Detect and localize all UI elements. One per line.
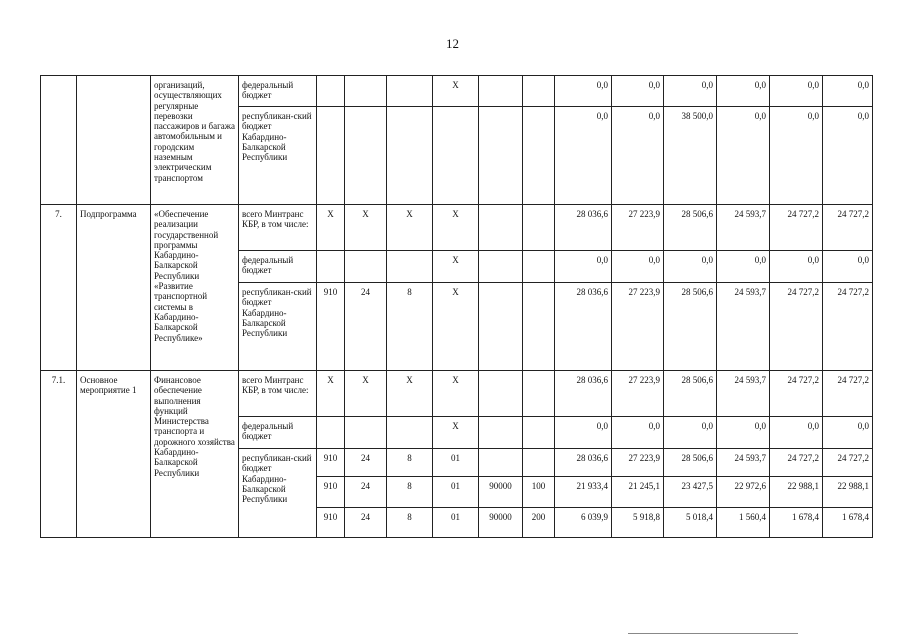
vr-cell — [523, 449, 555, 477]
value-cell: 24 593,7 — [717, 449, 770, 477]
value-cell: 21 933,4 — [555, 477, 612, 508]
csr-cell: Х — [433, 283, 479, 371]
value-cell: 0,0 — [823, 76, 873, 107]
vr-cell — [523, 205, 555, 251]
grbs-cell: 910 — [317, 508, 345, 538]
value-cell: 28 506,6 — [664, 283, 717, 371]
csr-cell: Х — [433, 76, 479, 107]
grbs-cell: Х — [317, 371, 345, 417]
row-number-cell: 7. — [41, 205, 77, 371]
value-cell: 0,0 — [555, 107, 612, 205]
grbs-cell: 910 — [317, 449, 345, 477]
value-cell: 24 727,2 — [770, 283, 823, 371]
rz-cell — [345, 76, 387, 107]
csr-cell: 01 — [433, 449, 479, 477]
page-number: 12 — [446, 36, 459, 51]
pr-cell: 8 — [387, 283, 433, 371]
csr-cell: Х — [433, 371, 479, 417]
code-cell — [479, 205, 523, 251]
value-cell: 0,0 — [612, 107, 664, 205]
vr-cell: 200 — [523, 508, 555, 538]
funding-source-cell: республикан-ский бюджет Кабардино-Балкарской Республики — [239, 449, 317, 538]
program-name-cell: организаций, осуществляющих регулярные перевозки пассажиров и багажа автомобильным и городским наземным электрическим транспортом — [151, 76, 239, 205]
funding-source-cell: всего Минтранс КБР, в том числе: — [239, 371, 317, 417]
value-cell: 0,0 — [717, 251, 770, 283]
code-cell — [479, 417, 523, 449]
vr-cell — [523, 76, 555, 107]
pr-cell: Х — [387, 371, 433, 417]
rz-cell: 24 — [345, 283, 387, 371]
rz-cell: 24 — [345, 477, 387, 508]
value-cell: 1 678,4 — [770, 508, 823, 538]
value-cell: 0,0 — [664, 417, 717, 449]
row-number-cell: 7.1. — [41, 371, 77, 538]
value-cell: 22 972,6 — [717, 477, 770, 508]
value-cell: 0,0 — [555, 417, 612, 449]
budget-table — [40, 75, 873, 538]
csr-cell: Х — [433, 417, 479, 449]
value-cell: 21 245,1 — [612, 477, 664, 508]
value-cell: 0,0 — [823, 251, 873, 283]
value-cell: 27 223,9 — [612, 371, 664, 417]
value-cell: 5 018,4 — [664, 508, 717, 538]
funding-source-cell: всего Минтранс КБР, в том числе: — [239, 205, 317, 251]
value-cell: 27 223,9 — [612, 283, 664, 371]
value-cell: 28 036,6 — [555, 449, 612, 477]
program-name-cell: «Обеспечение реализации государственной программы Кабардино-Балкарской Республики «Развитие транспортной системы в Кабардино-Балкарской Республике» — [151, 205, 239, 371]
status-cell: Подпрограмма — [77, 205, 151, 371]
value-cell: 0,0 — [770, 417, 823, 449]
value-cell: 0,0 — [717, 417, 770, 449]
csr-cell: Х — [433, 251, 479, 283]
table-row — [41, 371, 873, 417]
grbs-cell: 910 — [317, 283, 345, 371]
value-cell: 0,0 — [770, 107, 823, 205]
status-cell: Основное мероприятие 1 — [77, 371, 151, 538]
pr-cell — [387, 76, 433, 107]
funding-source-cell: федеральный бюджет — [239, 251, 317, 283]
pr-cell — [387, 251, 433, 283]
value-cell: 24 593,7 — [717, 205, 770, 251]
value-cell: 0,0 — [612, 417, 664, 449]
value-cell: 24 593,7 — [717, 371, 770, 417]
code-cell — [479, 449, 523, 477]
table-row — [41, 76, 873, 107]
grbs-cell — [317, 251, 345, 283]
rz-cell — [345, 417, 387, 449]
rz-cell: 24 — [345, 449, 387, 477]
csr-cell: 01 — [433, 477, 479, 508]
value-cell: 0,0 — [717, 76, 770, 107]
pr-cell: Х — [387, 205, 433, 251]
value-cell: 23 427,5 — [664, 477, 717, 508]
value-cell: 28 036,6 — [555, 205, 612, 251]
vr-cell — [523, 107, 555, 205]
vr-cell — [523, 283, 555, 371]
value-cell: 28 506,6 — [664, 205, 717, 251]
value-cell: 0,0 — [664, 251, 717, 283]
value-cell: 1 678,4 — [823, 508, 873, 538]
code-cell — [479, 283, 523, 371]
value-cell: 27 223,9 — [612, 449, 664, 477]
value-cell: 0,0 — [717, 107, 770, 205]
value-cell: 0,0 — [555, 76, 612, 107]
rz-cell: Х — [345, 205, 387, 251]
value-cell: 0,0 — [823, 417, 873, 449]
code-cell — [479, 76, 523, 107]
value-cell: 0,0 — [770, 251, 823, 283]
vr-cell — [523, 417, 555, 449]
value-cell: 24 727,2 — [770, 371, 823, 417]
grbs-cell: 910 — [317, 477, 345, 508]
vr-cell — [523, 251, 555, 283]
csr-cell — [433, 107, 479, 205]
grbs-cell — [317, 107, 345, 205]
value-cell: 24 727,2 — [770, 205, 823, 251]
code-cell — [479, 251, 523, 283]
rz-cell — [345, 107, 387, 205]
funding-source-cell: федеральный бюджет — [239, 417, 317, 449]
code-cell — [479, 107, 523, 205]
code-cell — [479, 371, 523, 417]
code-cell: 90000 — [479, 477, 523, 508]
row-number-cell — [41, 76, 77, 205]
csr-cell: Х — [433, 205, 479, 251]
value-cell: 28 506,6 — [664, 449, 717, 477]
program-name-cell: Финансовое обеспечение выполнения функций Министерства транспорта и дорожного хозяйства Кабардино-Балкарской Республики — [151, 371, 239, 538]
table-row — [41, 205, 873, 251]
grbs-cell — [317, 76, 345, 107]
value-cell: 24 727,2 — [770, 449, 823, 477]
pr-cell — [387, 107, 433, 205]
pr-cell: 8 — [387, 477, 433, 508]
value-cell: 22 988,1 — [823, 477, 873, 508]
value-cell: 24 593,7 — [717, 283, 770, 371]
value-cell: 0,0 — [612, 251, 664, 283]
pr-cell — [387, 417, 433, 449]
grbs-cell — [317, 417, 345, 449]
value-cell: 24 727,2 — [823, 371, 873, 417]
value-cell: 28 506,6 — [664, 371, 717, 417]
csr-cell: 01 — [433, 508, 479, 538]
signature-scribble — [628, 633, 798, 635]
value-cell: 6 039,9 — [555, 508, 612, 538]
rz-cell: Х — [345, 371, 387, 417]
rz-cell — [345, 251, 387, 283]
value-cell: 28 036,6 — [555, 283, 612, 371]
value-cell: 22 988,1 — [770, 477, 823, 508]
funding-source-cell: республикан-ский бюджет Кабардино-Балкарской Республики — [239, 283, 317, 371]
value-cell: 28 036,6 — [555, 371, 612, 417]
grbs-cell: Х — [317, 205, 345, 251]
value-cell: 24 727,2 — [823, 283, 873, 371]
pr-cell: 8 — [387, 508, 433, 538]
vr-cell: 100 — [523, 477, 555, 508]
value-cell: 0,0 — [770, 76, 823, 107]
value-cell: 0,0 — [823, 107, 873, 205]
value-cell: 24 727,2 — [823, 205, 873, 251]
value-cell: 0,0 — [555, 251, 612, 283]
vr-cell — [523, 371, 555, 417]
rz-cell: 24 — [345, 508, 387, 538]
funding-source-cell: федеральный бюджет — [239, 76, 317, 107]
code-cell: 90000 — [479, 508, 523, 538]
value-cell: 1 560,4 — [717, 508, 770, 538]
value-cell: 0,0 — [612, 76, 664, 107]
funding-source-cell: республикан-ский бюджет Кабардино-Балкарской Республики — [239, 107, 317, 205]
value-cell: 27 223,9 — [612, 205, 664, 251]
value-cell: 38 500,0 — [664, 107, 717, 205]
value-cell: 24 727,2 — [823, 449, 873, 477]
pr-cell: 8 — [387, 449, 433, 477]
value-cell: 0,0 — [664, 76, 717, 107]
status-cell — [77, 76, 151, 205]
value-cell: 5 918,8 — [612, 508, 664, 538]
